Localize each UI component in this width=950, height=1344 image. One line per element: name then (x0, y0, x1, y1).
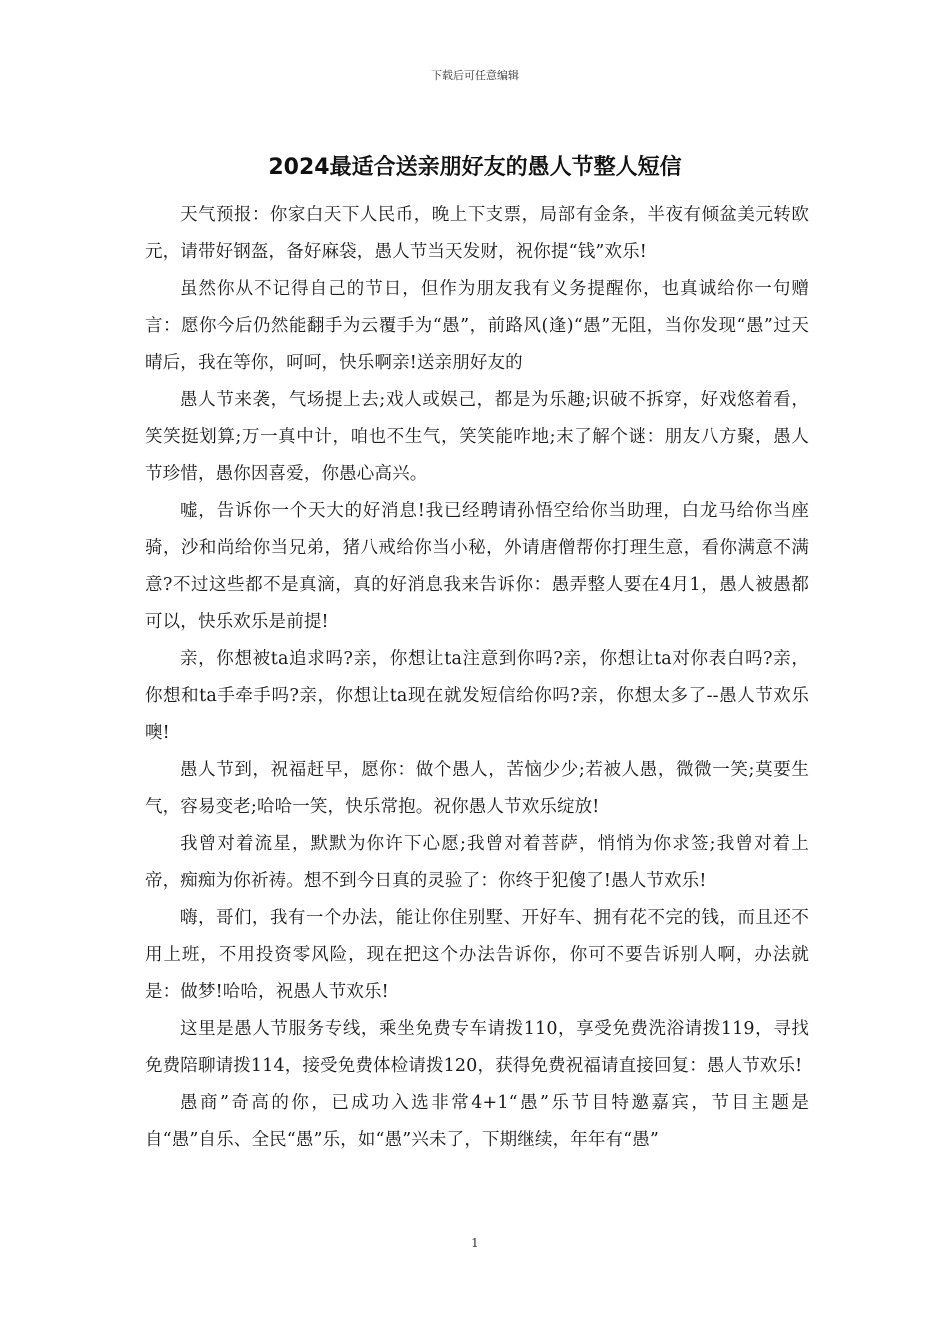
paragraph: 这里是愚人节服务专线，乘坐免费专车请拨110，享受免费洗浴请拨119，寻找免费陪聊请拨114，接受免费体检请拨120，获得免费祝福请直接回复：愚人节欢乐! (145, 1019, 809, 1076)
paragraph: 我曾对着流星，默默为你许下心愿;我曾对着菩萨，悄悄为你求签;我曾对着上帝，痴痴为你祈祷。想不到今日真的灵验了：你终于犯傻了!愚人节欢乐! (145, 834, 809, 891)
document-title: 2024最适合送亲朋好友的愚人节整人短信 (268, 155, 682, 180)
paragraph: 嗨，哥们，我有一个办法，能让你住别墅、开好车、拥有花不完的钱，而且还不用上班，不用投资零风险，现在把这个办法告诉你，你可不要告诉别人啊，办法就是：做梦!哈哈，祝愚人节欢乐! (145, 908, 809, 1002)
paragraph: 天气预报：你家白天下人民币，晚上下支票，局部有金条，半夜有倾盆美元转欧元，请带好钢盔，备好麻袋，愚人节当天发财，祝你提“钱”欢乐! (145, 205, 809, 262)
paragraph: 愚人节来袭，气场提上去;戏人或娱己，都是为乐趣;识破不拆穿，好戏悠着看，笑笑挺划算;万一真中计，咱也不生气，笑笑能咋地;末了解个谜：朋友八方聚，愚人节珍惜，愚你因喜爱，你愚心高兴。 (145, 390, 809, 484)
paragraph: 愚商”奇高的你，已成功入选非常4+1“愚”乐节目特邀嘉宾，节目主题是自“愚”自乐、全民“愚”乐，如“愚”兴未了，下期继续，年年有“愚” (145, 1093, 809, 1150)
paragraph: 亲，你想被ta追求吗?亲，你想让ta注意到你吗?亲，你想让ta对你表白吗?亲，你想和ta手牵手吗?亲，你想让ta现在就发短信给你吗?亲，你想太多了--愚人节欢乐噢! (145, 649, 809, 743)
document-body (145, 197, 809, 1159)
page-number: 1 (471, 1236, 479, 1250)
paragraph: 愚人节到，祝福赶早，愿你：做个愚人，苦恼少少;若被人愚，微微一笑;莫要生气，容易变老;哈哈一笑，快乐常抱。祝你愚人节欢乐绽放! (145, 760, 809, 817)
header-note: 下载后可任意编辑 (431, 69, 519, 82)
paragraph: 嘘，告诉你一个天大的好消息!我已经聘请孙悟空给你当助理，白龙马给你当座骑，沙和尚给你当兄弟，猪八戒给你当小秘，外请唐僧帮你打理生意，看你满意不满意?不过这些都不是真滴，真的好消息我来告诉你：愚弄整人要在4月1，愚人被愚都可以，快乐欢乐是前提! (145, 501, 809, 632)
paragraph: 虽然你从不记得自己的节日，但作为朋友我有义务提醒你，也真诚给你一句赠言：愿你今后仍然能翻手为云覆手为“愚”，前路风(逢)“愚”无阻，当你发现“愚”过天晴后，我在等你，呵呵，快乐啊亲!送亲朋好友的 (145, 279, 809, 373)
